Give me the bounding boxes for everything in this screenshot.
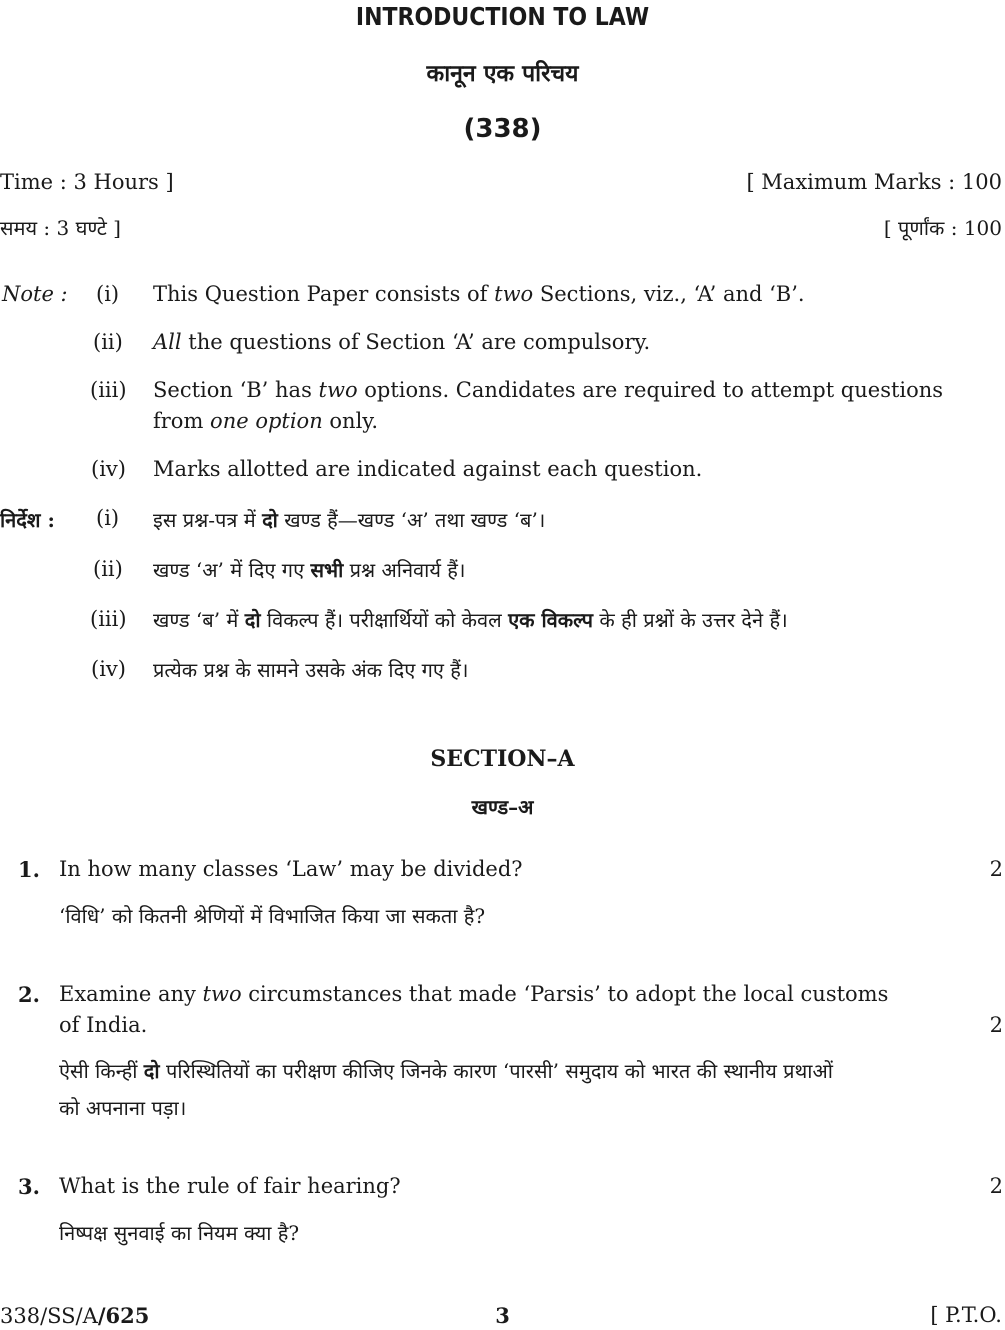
note-num: (iii) [90,378,127,402]
question-number: 2. [18,982,40,1007]
note-label-hindi: निर्देश : [0,508,55,532]
question-text-hindi: ‘विधि’ को कितनी श्रेणियों में विभाजित किया जा सकता है? [59,904,486,928]
note-num: (iv) [91,657,126,681]
note-num: (ii) [93,557,123,581]
note-num: (iii) [90,607,127,631]
paper-title-hindi: कानून एक परिचय [426,60,579,87]
note-item: Marks allotted are indicated against each question. [153,457,703,481]
pto-label: [ P.T.O. [930,1303,1002,1327]
note-num: (ii) [93,330,123,354]
time-label-hindi: समय : 3 घण्टे ] [0,216,121,240]
max-marks-label-hindi: [ पूर्णांक : 100 [883,216,1002,240]
note-num: (iv) [91,457,126,481]
question-text: In how many classes ‘Law’ may be divided? [59,857,523,881]
note-item-continued: from one option only. [153,409,379,433]
question-text: Examine any two circumstances that made ‘Parsis’ to adopt the local customs [59,982,889,1006]
question-marks: 2 [989,1174,1003,1198]
note-item-hindi: इस प्रश्न-पत्र में दो खण्ड हैं—खण्ड ‘अ’ तथा खण्ड ‘ब’। [153,508,546,532]
question-text-hindi: ऐसी किन्हीं दो परिस्थितियों का परीक्षण कीजिए जिनके कारण ‘पारसी’ समुदाय को भारत की स्थानीय प्रथाओं [59,1059,833,1083]
note-item: Section ‘B’ has two options. Candidates are required to attempt questions [153,378,944,402]
paper-title: INTRODUCTION TO LAW [355,2,650,31]
note-num: (i) [96,506,120,530]
question-text-hindi-continued: को अपनाना पड़ा। [59,1096,187,1120]
max-marks-label: [ Maximum Marks : 100 [746,170,1002,194]
section-title-hindi: खण्ड–अ [471,795,534,819]
question-text-continued: of India. [59,1013,148,1037]
time-label: Time : 3 Hours ] [0,170,174,194]
question-marks: 2 [989,857,1003,881]
note-item-hindi: प्रत्येक प्रश्न के सामने उसके अंक दिए गए हैं। [153,658,469,682]
page-number: 3 [495,1303,510,1328]
question-text: What is the rule of fair hearing? [59,1174,401,1198]
note-item-hindi: खण्ड ‘अ’ में दिए गए सभी प्रश्न अनिवार्य हैं। [153,558,466,582]
footer-paper-code: 338/SS/A/625 [0,1303,150,1328]
note-item: All the questions of Section ‘A’ are compulsory. [153,330,651,354]
note-item: This Question Paper consists of two Sections, viz., ‘A’ and ‘B’. [153,282,805,306]
question-number: 3. [18,1174,40,1199]
question-marks: 2 [989,1013,1003,1037]
question-text-hindi: निष्पक्ष सुनवाई का नियम क्या है? [59,1221,300,1245]
paper-code: (338) [463,114,542,144]
section-title: SECTION–A [430,746,575,772]
note-label: Note : [2,282,68,306]
note-item-hindi: खण्ड ‘ब’ में दो विकल्प हैं। परीक्षार्थियों को केवल एक विकल्प के ही प्रश्नों के उत्तर देने हैं। [153,608,788,632]
note-num: (i) [96,282,120,306]
question-number: 1. [18,857,40,882]
